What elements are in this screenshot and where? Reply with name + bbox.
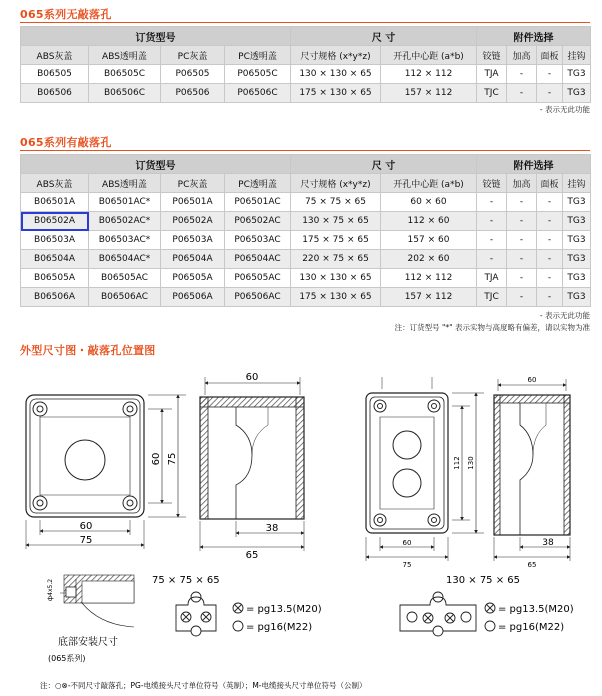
column-header: 铰链 xyxy=(477,46,507,65)
group-order-model: 订货型号 xyxy=(21,155,291,174)
left-knockout-layout xyxy=(176,592,216,636)
table-cell: B06505A xyxy=(21,269,89,288)
table-cell: - xyxy=(537,212,563,231)
dimension-drawings xyxy=(0,355,602,696)
column-header: ABS透明盖 xyxy=(89,174,161,193)
column-header: ABS灰盖 xyxy=(21,174,89,193)
left-legend-m22-icon xyxy=(233,621,243,631)
table-cell: 157 × 60 xyxy=(381,231,477,250)
left-side-top: 60 xyxy=(245,372,259,383)
table-cell: 60 × 60 xyxy=(381,193,477,212)
right-side-view xyxy=(494,379,570,561)
table-cell: P06501AC xyxy=(225,193,291,212)
table-cell: TG3 xyxy=(563,250,591,269)
table-cell: TG3 xyxy=(563,193,591,212)
table-cell: 175 × 75 × 65 xyxy=(291,231,381,250)
column-header: 挂钩 xyxy=(563,46,591,65)
table-cell: P06505C xyxy=(225,65,291,84)
table-cell: B06506AC xyxy=(89,288,161,307)
group-accessories: 附件选择 xyxy=(477,155,591,174)
table-cell: 157 × 112 xyxy=(381,84,477,103)
table-cell: P06506 xyxy=(161,84,225,103)
table-cell: TJC xyxy=(477,84,507,103)
table-cell: P06502A xyxy=(161,212,225,231)
table-cell: TG3 xyxy=(563,288,591,307)
table-cell: P06504A xyxy=(161,250,225,269)
table-cell: 220 × 75 × 65 xyxy=(291,250,381,269)
left-size-label: 75 × 75 × 65 xyxy=(152,575,220,586)
right-legend-m22-icon xyxy=(485,621,495,631)
table-cell: B06505C xyxy=(89,65,161,84)
left-dim-height-outer: 75 xyxy=(167,452,178,466)
table-cell: 175 × 130 × 65 xyxy=(291,84,381,103)
table-cell: B06501A xyxy=(21,193,89,212)
table-with-knockout xyxy=(20,154,591,307)
table-cell: TG3 xyxy=(563,269,591,288)
section1-rule xyxy=(20,22,590,23)
table-cell: 130 × 130 × 65 xyxy=(291,269,381,288)
table-cell: 112 × 60 xyxy=(381,212,477,231)
table-cell: - xyxy=(507,250,537,269)
column-header: PC灰盖 xyxy=(161,46,225,65)
section2-rule xyxy=(20,150,590,151)
table-cell: - xyxy=(507,288,537,307)
left-dim-width-outer: 75 xyxy=(79,535,93,546)
table-cell: TJC xyxy=(477,288,507,307)
table-cell: - xyxy=(477,193,507,212)
section1-note: - 表示无此功能 xyxy=(539,105,590,114)
table-row xyxy=(21,193,591,212)
table-cell: P06503A xyxy=(161,231,225,250)
left-side-bottom: 65 xyxy=(245,550,259,561)
left-dim-height-inner: 60 xyxy=(151,452,162,466)
table-row xyxy=(21,269,591,288)
table-cell: P06506A xyxy=(161,288,225,307)
table-cell: P06501A xyxy=(161,193,225,212)
table-cell: P06506C xyxy=(225,84,291,103)
table-no-knockout xyxy=(20,26,591,103)
section2-title: 065系列有敲落孔 xyxy=(20,136,112,149)
right-legend-m22: = pg16(M22) xyxy=(498,622,565,633)
table-cell: - xyxy=(537,250,563,269)
table-cell: P06505A xyxy=(161,269,225,288)
table-cell: B06504AC* xyxy=(89,250,161,269)
left-top-view xyxy=(26,395,186,549)
table-cell: B06505 xyxy=(21,65,89,84)
table-row xyxy=(21,250,591,269)
table-cell: B06506C xyxy=(89,84,161,103)
table-row xyxy=(21,65,591,84)
left-side-view xyxy=(200,377,304,551)
table-cell: - xyxy=(537,288,563,307)
table-cell: - xyxy=(537,269,563,288)
right-side-top: 60 xyxy=(527,376,537,384)
drawings-title: 外型尺寸图・敲落孔位置图 xyxy=(20,344,156,357)
right-legend-m20-icon xyxy=(485,603,495,613)
table-cell: 130 × 130 × 65 xyxy=(291,65,381,84)
column-header: 挂钩 xyxy=(563,174,591,193)
table-cell: - xyxy=(537,193,563,212)
right-side-bottom: 65 xyxy=(527,561,537,569)
table-cell: - xyxy=(477,250,507,269)
table-cell: - xyxy=(537,65,563,84)
column-header: PC透明盖 xyxy=(225,46,291,65)
column-header: 加高 xyxy=(507,174,537,193)
table-cell: 75 × 75 × 65 xyxy=(291,193,381,212)
mount-series: (065系列) xyxy=(48,654,86,663)
table-cell: - xyxy=(507,65,537,84)
table-cell: 112 × 112 xyxy=(381,269,477,288)
table-cell: P06502AC xyxy=(225,212,291,231)
table-cell: - xyxy=(507,231,537,250)
table-cell: B06502A xyxy=(21,212,89,231)
table-cell: B06503AC* xyxy=(89,231,161,250)
table-cell: - xyxy=(507,212,537,231)
right-knockout-layout xyxy=(400,592,476,636)
table-cell: P06505 xyxy=(161,65,225,84)
table-cell: - xyxy=(477,231,507,250)
column-header: 加高 xyxy=(507,46,537,65)
group-dimensions: 尺 寸 xyxy=(291,155,477,174)
table-cell: - xyxy=(507,84,537,103)
column-header: 开孔中心距 (a*b) xyxy=(381,174,477,193)
left-side-inner: 38 xyxy=(265,523,279,534)
left-legend-m20-icon xyxy=(233,603,243,613)
table-cell: - xyxy=(537,84,563,103)
table-cell: TG3 xyxy=(563,84,591,103)
table-cell: - xyxy=(477,212,507,231)
table-cell: TG3 xyxy=(563,212,591,231)
table-cell: TJA xyxy=(477,65,507,84)
table-cell: P06504AC xyxy=(225,250,291,269)
left-legend-m22: = pg16(M22) xyxy=(246,622,313,633)
footnote: 注：○⊗-不同尺寸敲落孔；PG-电缆接头尺寸单位符号（英制）；M-电缆接头尺寸单位符号（公制） xyxy=(40,681,367,690)
table-cell: P06505AC xyxy=(225,269,291,288)
table-cell: P06506AC xyxy=(225,288,291,307)
table-cell: 157 × 112 xyxy=(381,288,477,307)
column-header: 尺寸规格 (x*y*z) xyxy=(291,174,381,193)
table-cell: TG3 xyxy=(563,231,591,250)
column-header: 面板 xyxy=(537,174,563,193)
table-cell: - xyxy=(507,269,537,288)
left-legend-m20: = pg13.5(M20) xyxy=(246,604,322,615)
right-dim-bottom-inner: 60 xyxy=(402,539,412,547)
group-order-model: 订货型号 xyxy=(21,27,291,46)
group-dimensions: 尺 寸 xyxy=(291,27,477,46)
table-row xyxy=(21,288,591,307)
right-side-inner: 38 xyxy=(542,538,554,548)
table-cell: - xyxy=(537,231,563,250)
table-row xyxy=(21,212,591,231)
column-header: PC透明盖 xyxy=(225,174,291,193)
table-cell: TG3 xyxy=(563,65,591,84)
column-header: ABS透明盖 xyxy=(89,46,161,65)
table-cell: B06504A xyxy=(21,250,89,269)
column-header: 面板 xyxy=(537,46,563,65)
table-cell: B06505AC xyxy=(89,269,161,288)
right-dim-bottom-outer: 75 xyxy=(402,561,412,569)
table-cell: 130 × 75 × 65 xyxy=(291,212,381,231)
table-cell: 112 × 112 xyxy=(381,65,477,84)
table-cell: B06501AC* xyxy=(89,193,161,212)
table-row xyxy=(21,84,591,103)
section2-note2: 注：订货型号 "*" 表示实物与高度略有偏差，请以实物为准 xyxy=(394,323,590,332)
mount-detail xyxy=(60,575,134,627)
section2-note1: - 表示无此功能 xyxy=(539,311,590,320)
table-cell: B06506 xyxy=(21,84,89,103)
table-row xyxy=(21,231,591,250)
column-header: ABS灰盖 xyxy=(21,46,89,65)
table-cell: B06506A xyxy=(21,288,89,307)
table-cell: 175 × 130 × 65 xyxy=(291,288,381,307)
table-cell: 202 × 60 xyxy=(381,250,477,269)
mount-hole-label: ф4x5.2 xyxy=(47,578,54,601)
right-dim-height-outer: 130 xyxy=(467,456,475,470)
table-cell: B06502AC* xyxy=(89,212,161,231)
section1-title: 065系列无敲落孔 xyxy=(20,8,112,21)
column-header: PC灰盖 xyxy=(161,174,225,193)
right-legend-m20: = pg13.5(M20) xyxy=(498,604,574,615)
table-cell: TJA xyxy=(477,269,507,288)
table-cell: - xyxy=(507,193,537,212)
right-size-label: 130 × 75 × 65 xyxy=(446,575,521,586)
column-header: 尺寸规格 (x*y*z) xyxy=(291,46,381,65)
mount-caption: 底部安装尺寸 xyxy=(58,637,118,648)
column-header: 开孔中心距 (a*b) xyxy=(381,46,477,65)
group-accessories: 附件选择 xyxy=(477,27,591,46)
right-dim-height-inner: 112 xyxy=(453,456,461,470)
left-dim-width-inner: 60 xyxy=(79,521,93,532)
table-cell: P06503AC xyxy=(225,231,291,250)
table-cell: B06503A xyxy=(21,231,89,250)
column-header: 铰链 xyxy=(477,174,507,193)
